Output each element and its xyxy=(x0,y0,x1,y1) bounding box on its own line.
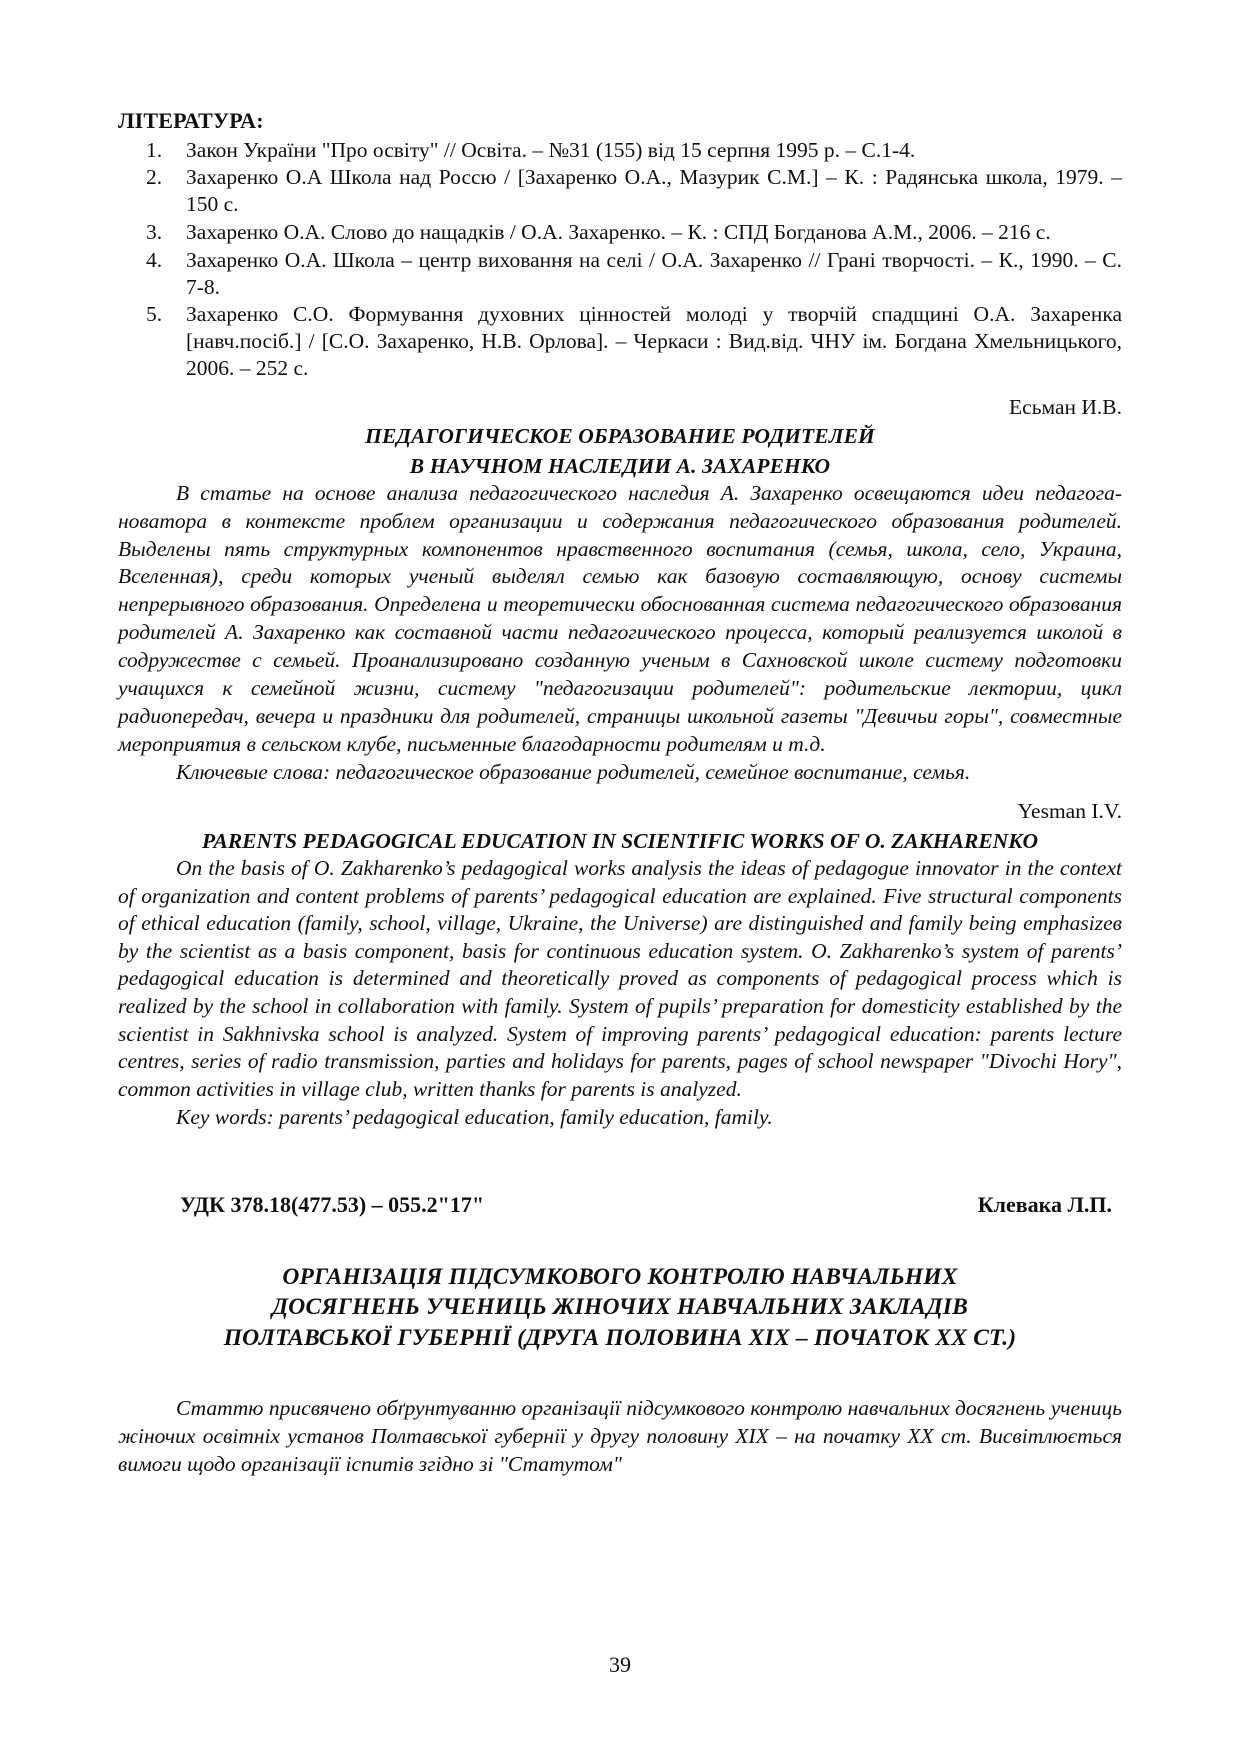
english-abstract-keywords: Key words: parents’ pedagogical education, family education, family. xyxy=(176,1104,773,1129)
next-article-title-line-2: ДОСЯГНЕНЬ УЧЕНИЦЬ ЖІНОЧИХ НАВЧАЛЬНИХ ЗАКЛАДІВ xyxy=(272,1294,968,1321)
next-article-title-line-3: ПОЛТАВСЬКОЇ ГУБЕРНІЇ (ДРУГА ПОЛОВИНА XIX – ПОЧАТОК XX СТ.) xyxy=(223,1324,1017,1351)
reference-number: 5. xyxy=(146,302,163,327)
russian-abstract-body: В статье на основе анализа педагогического наследия А. Захаренко освещаются идеи педагога-новатора в контексте проблем организации и содержания педагогического образования родителей. Выделены пять структурных компонентов нравственного воспитания (семья, школа, село, Украина, Вселенная), среди которых ученый выделял семью как базовую составляющую, основу системы непрерывного образования. Определена и теоретически обоснованная система педагогического образования родителей А. Захаренко как составной части педагогического процесса, который реализуется школой в содружестве с семьей. Проанализировано созданную ученым в Сахновской школе систему подготовки учащихся к семейной жизни, систему "педагогизации родителей": родительские лектории, цикл радиопередач, вечера и праздники для родителей, страницы школьной газеты "Девичьи горы", совместные мероприятия в сельском клубе, письменные благодарности родителям и т.д. xyxy=(118,480,1122,757)
english-abstract-author: Yesman I.V. xyxy=(1017,798,1122,823)
reference-item xyxy=(118,219,1122,246)
reference-number: 1. xyxy=(146,137,163,162)
reference-text: Захаренко О.А Школа над Россю / [Захаренко О.А., Мазурик С.М.] – К. : Радянська школа, 1979. – 150 с. xyxy=(186,165,1122,217)
reference-item xyxy=(118,164,1122,218)
next-article-title-line-1: ОРГАНІЗАЦІЯ ПІДСУМКОВОГО КОНТРОЛЮ НАВЧАЛЬНИХ xyxy=(282,1263,958,1290)
reference-text: Закон України "Про освіту" // Освіта. – №31 (155) від 15 серпня 1995 р. – С.1-4. xyxy=(186,137,916,162)
reference-text: Захаренко О.А. Слово до нащадків / О.А. Захаренко. – К. : СПД Богданова А.М., 2006. – 216 с. xyxy=(186,220,1051,245)
reference-number: 4. xyxy=(146,247,163,272)
page-content xyxy=(118,108,1122,1479)
russian-abstract-title-line-2: В НАУЧНОМ НАСЛЕДИИ А. ЗАХАРЕНКО xyxy=(409,453,831,478)
reference-number: 3. xyxy=(146,220,163,245)
reference-text: Захаренко С.О. Формування духовних цінностей молоді у творчій спадщині О.А. Захаренка [навч.посіб.] / [С.О. Захаренко, Н.В. Орлова]. – Черкаси : Вид.від. ЧНУ ім. Богдана Хмельницького, 2006. – 252 с. xyxy=(186,302,1122,381)
english-abstract-body: On the basis of O. Zakharenko’s pedagogical works analysis the ideas of pedagogue innovator in the context of organization and content problems of parents’ pedagogical education are explained. Five structural components of ethical education (family, school, village, Ukraine, the Universe) are distinguished and family being emphasizeв by the scientist as a basis component, basis for continuous education system. O. Zakharenko’s system of parents’ pedagogical education is determined and theoretically proved as components of pedagogical process which is realized by the school in collaboration with family. System of pupils’ preparation for domesticity established by the scientist in Sakhnivska school is analyzed. System of improving parents’ pedagogical education: parents lecture centres, series of radio transmission, parties and holidays for parents, pages of school newspaper "Divochi Hory", common activities in village club, written thanks for parents is analyzed. xyxy=(118,855,1122,1101)
references-list xyxy=(118,137,1122,383)
reference-number: 2. xyxy=(146,165,163,190)
russian-abstract-keywords: Ключевые слова: педагогическое образование родителей, семейное воспитание, семья. xyxy=(176,760,971,784)
next-article-header xyxy=(118,1192,1122,1218)
page-number: 39 xyxy=(609,1652,631,1677)
references-heading: ЛІТЕРАТУРА: xyxy=(118,108,264,133)
next-article-abstract-body: Статтю присвячено обґрунтуванню організації підсумкового контролю навчальних досягнень учениць жіночих освітніх установ Полтавської губернії у другу половину XIX – на початку XX ст. Висвітлюється вимоги щодо організації іспитів згідно зі "Статутом" xyxy=(118,1396,1122,1477)
next-article-title xyxy=(118,1262,1122,1354)
next-article-author: Клевака Л.П. xyxy=(977,1191,1112,1217)
reference-item xyxy=(118,247,1122,301)
reference-text: Захаренко О.А. Школа – центр виховання на селі / О.А. Захаренко // Грані творчості. – К., 1990. – С. 7-8. xyxy=(186,247,1122,299)
english-abstract-title: PARENTS PEDAGOGICAL EDUCATION IN SCIENTIFIC WORKS OF O. ZAKHARENKO xyxy=(201,828,1039,853)
reference-item xyxy=(118,301,1122,382)
russian-abstract-title-line-1: ПЕДАГОГИЧЕСКОЕ ОБРАЗОВАНИЕ РОДИТЕЛЕЙ xyxy=(365,424,875,449)
russian-abstract-author: Есьман И.В. xyxy=(1009,394,1122,419)
udc-code: УДК 378.18(477.53) – 055.2"17" xyxy=(180,1191,485,1217)
reference-item xyxy=(118,137,1122,164)
